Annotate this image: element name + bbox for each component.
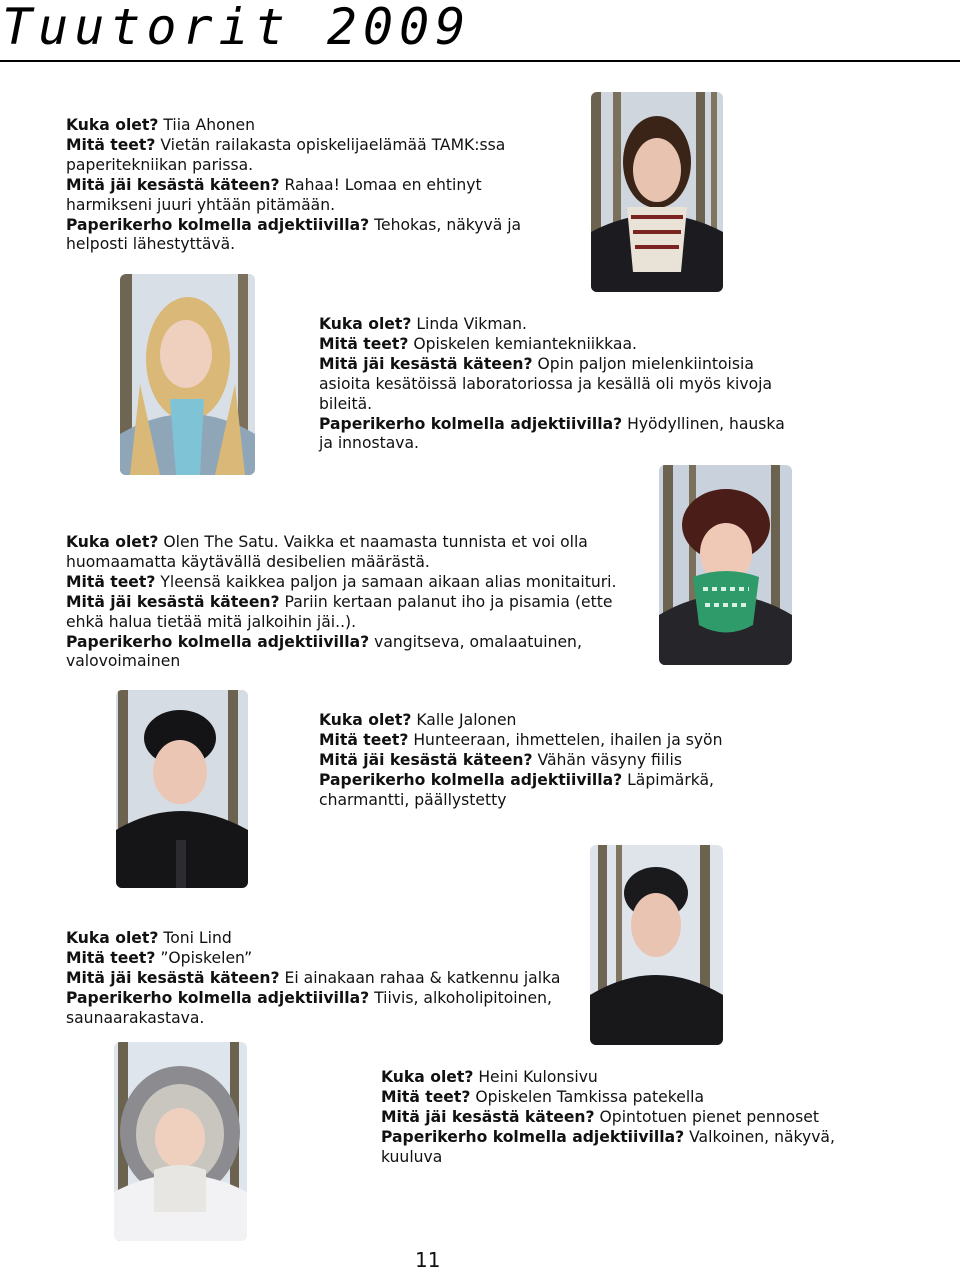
question-label: Paperikerho kolmella adjektiivilla? [66, 632, 370, 651]
answer: vangitseva, omalaatuinen, valovoimainen [66, 632, 582, 671]
answer: Rahaa! Lomaa en ehtinyt harmikseni juuri yhtään pitämään. [66, 175, 482, 214]
question-label: Kuka olet? [319, 711, 412, 729]
question-label: Kuka olet? [66, 116, 159, 134]
tutor-photo [591, 92, 723, 292]
question-label: Mitä jäi kesästä käteen? [66, 175, 280, 194]
answer: Tiivis, alkoholipitoinen, saunaarakastava. [66, 988, 552, 1027]
question-label: Paperikerho kolmella adjektiivilla? [319, 414, 623, 433]
question-label: Paperikerho kolmella adjektiivilla? [66, 215, 370, 234]
question-label: Mitä teet? [66, 572, 156, 591]
question-label: Kuka olet? [66, 533, 159, 551]
answer: ”Opiskelen” [155, 948, 253, 967]
question-label: Kuka olet? [319, 315, 412, 333]
question-label: Mitä jäi kesästä käteen? [319, 354, 533, 373]
question-label: Mitä teet? [319, 730, 409, 749]
question-label: Kuka olet? [381, 1068, 474, 1086]
tutor-photo [120, 274, 255, 475]
answer: Valkoinen, näkyvä, kuuluva [381, 1127, 835, 1166]
question-label: Paperikerho kolmella adjektiivilla? [319, 770, 623, 789]
answer: Vähän väsyny fiilis [532, 750, 682, 769]
question-label: Mitä jäi kesästä käteen? [381, 1107, 595, 1126]
answer: Tiia Ahonen [158, 116, 256, 134]
answer: Opiskelen Tamkissa patekella [470, 1087, 705, 1106]
answer: Opintotuen pienet pennoset [594, 1107, 820, 1126]
answer: Olen The Satu. Vaikka et naamasta tunnista et voi olla huomaamatta käytävällä desibelien määrästä. [66, 533, 588, 571]
tutor-photo [114, 1042, 247, 1241]
answer: Kalle Jalonen [411, 711, 517, 729]
question-label: Mitä teet? [66, 135, 156, 154]
tutor-entry [66, 116, 546, 255]
answer: Pariin kertaan palanut iho ja pisamia (ette ehkä halua tietää mitä jalkoihin jäi..). [66, 592, 613, 631]
answer: Ei ainakaan rahaa & katkennu jalka [279, 968, 561, 987]
tutor-photo [590, 845, 723, 1045]
title-underline [0, 60, 960, 62]
question-label: Mitä teet? [381, 1087, 471, 1106]
answer: Vietän railakasta opiskelijaelämää TAMK:ssa paperitekniikan parissa. [66, 135, 506, 174]
question-label: Paperikerho kolmella adjektiivilla? [66, 988, 370, 1007]
answer: Hunteeraan, ihmettelen, ihailen ja syön [408, 730, 723, 749]
question-label: Mitä teet? [66, 948, 156, 967]
tutor-entry [319, 315, 799, 454]
question-label: Mitä teet? [319, 334, 409, 353]
page-title: Tuutorit 2009 [2, 0, 472, 56]
answer: Opiskelen kemiantekniikkaa. [408, 334, 637, 353]
answer: Yleensä kaikkea paljon ja samaan aikaan alias monitaituri. [155, 572, 617, 591]
tutor-photo [116, 690, 248, 888]
answer: Opin paljon mielenkiintoisia asioita kesätöissä laboratoriossa ja kesällä oli myös kivoja bileitä. [319, 354, 772, 413]
answer: Tehokas, näkyvä ja helposti lähestyttävä. [66, 215, 522, 254]
question-label: Kuka olet? [66, 929, 159, 947]
tutor-entry [66, 929, 586, 1029]
question-label: Mitä jäi kesästä käteen? [319, 750, 533, 769]
answer: Toni Lind [158, 929, 232, 947]
question-label: Mitä jäi kesästä käteen? [66, 968, 280, 987]
tutor-entry [381, 1068, 841, 1168]
answer: Läpimärkä, charmantti, päällystetty [319, 770, 714, 809]
answer: Heini Kulonsivu [473, 1068, 598, 1086]
answer: Hyödyllinen, hauska ja innostava. [319, 414, 785, 453]
question-label: Paperikerho kolmella adjektiivilla? [381, 1127, 685, 1146]
answer: Linda Vikman. [411, 315, 527, 333]
tutor-photo [659, 465, 792, 665]
tutor-entry [319, 711, 799, 811]
page-number: 11 [415, 1248, 441, 1272]
tutor-entry [66, 533, 646, 672]
question-label: Mitä jäi kesästä käteen? [66, 592, 280, 611]
